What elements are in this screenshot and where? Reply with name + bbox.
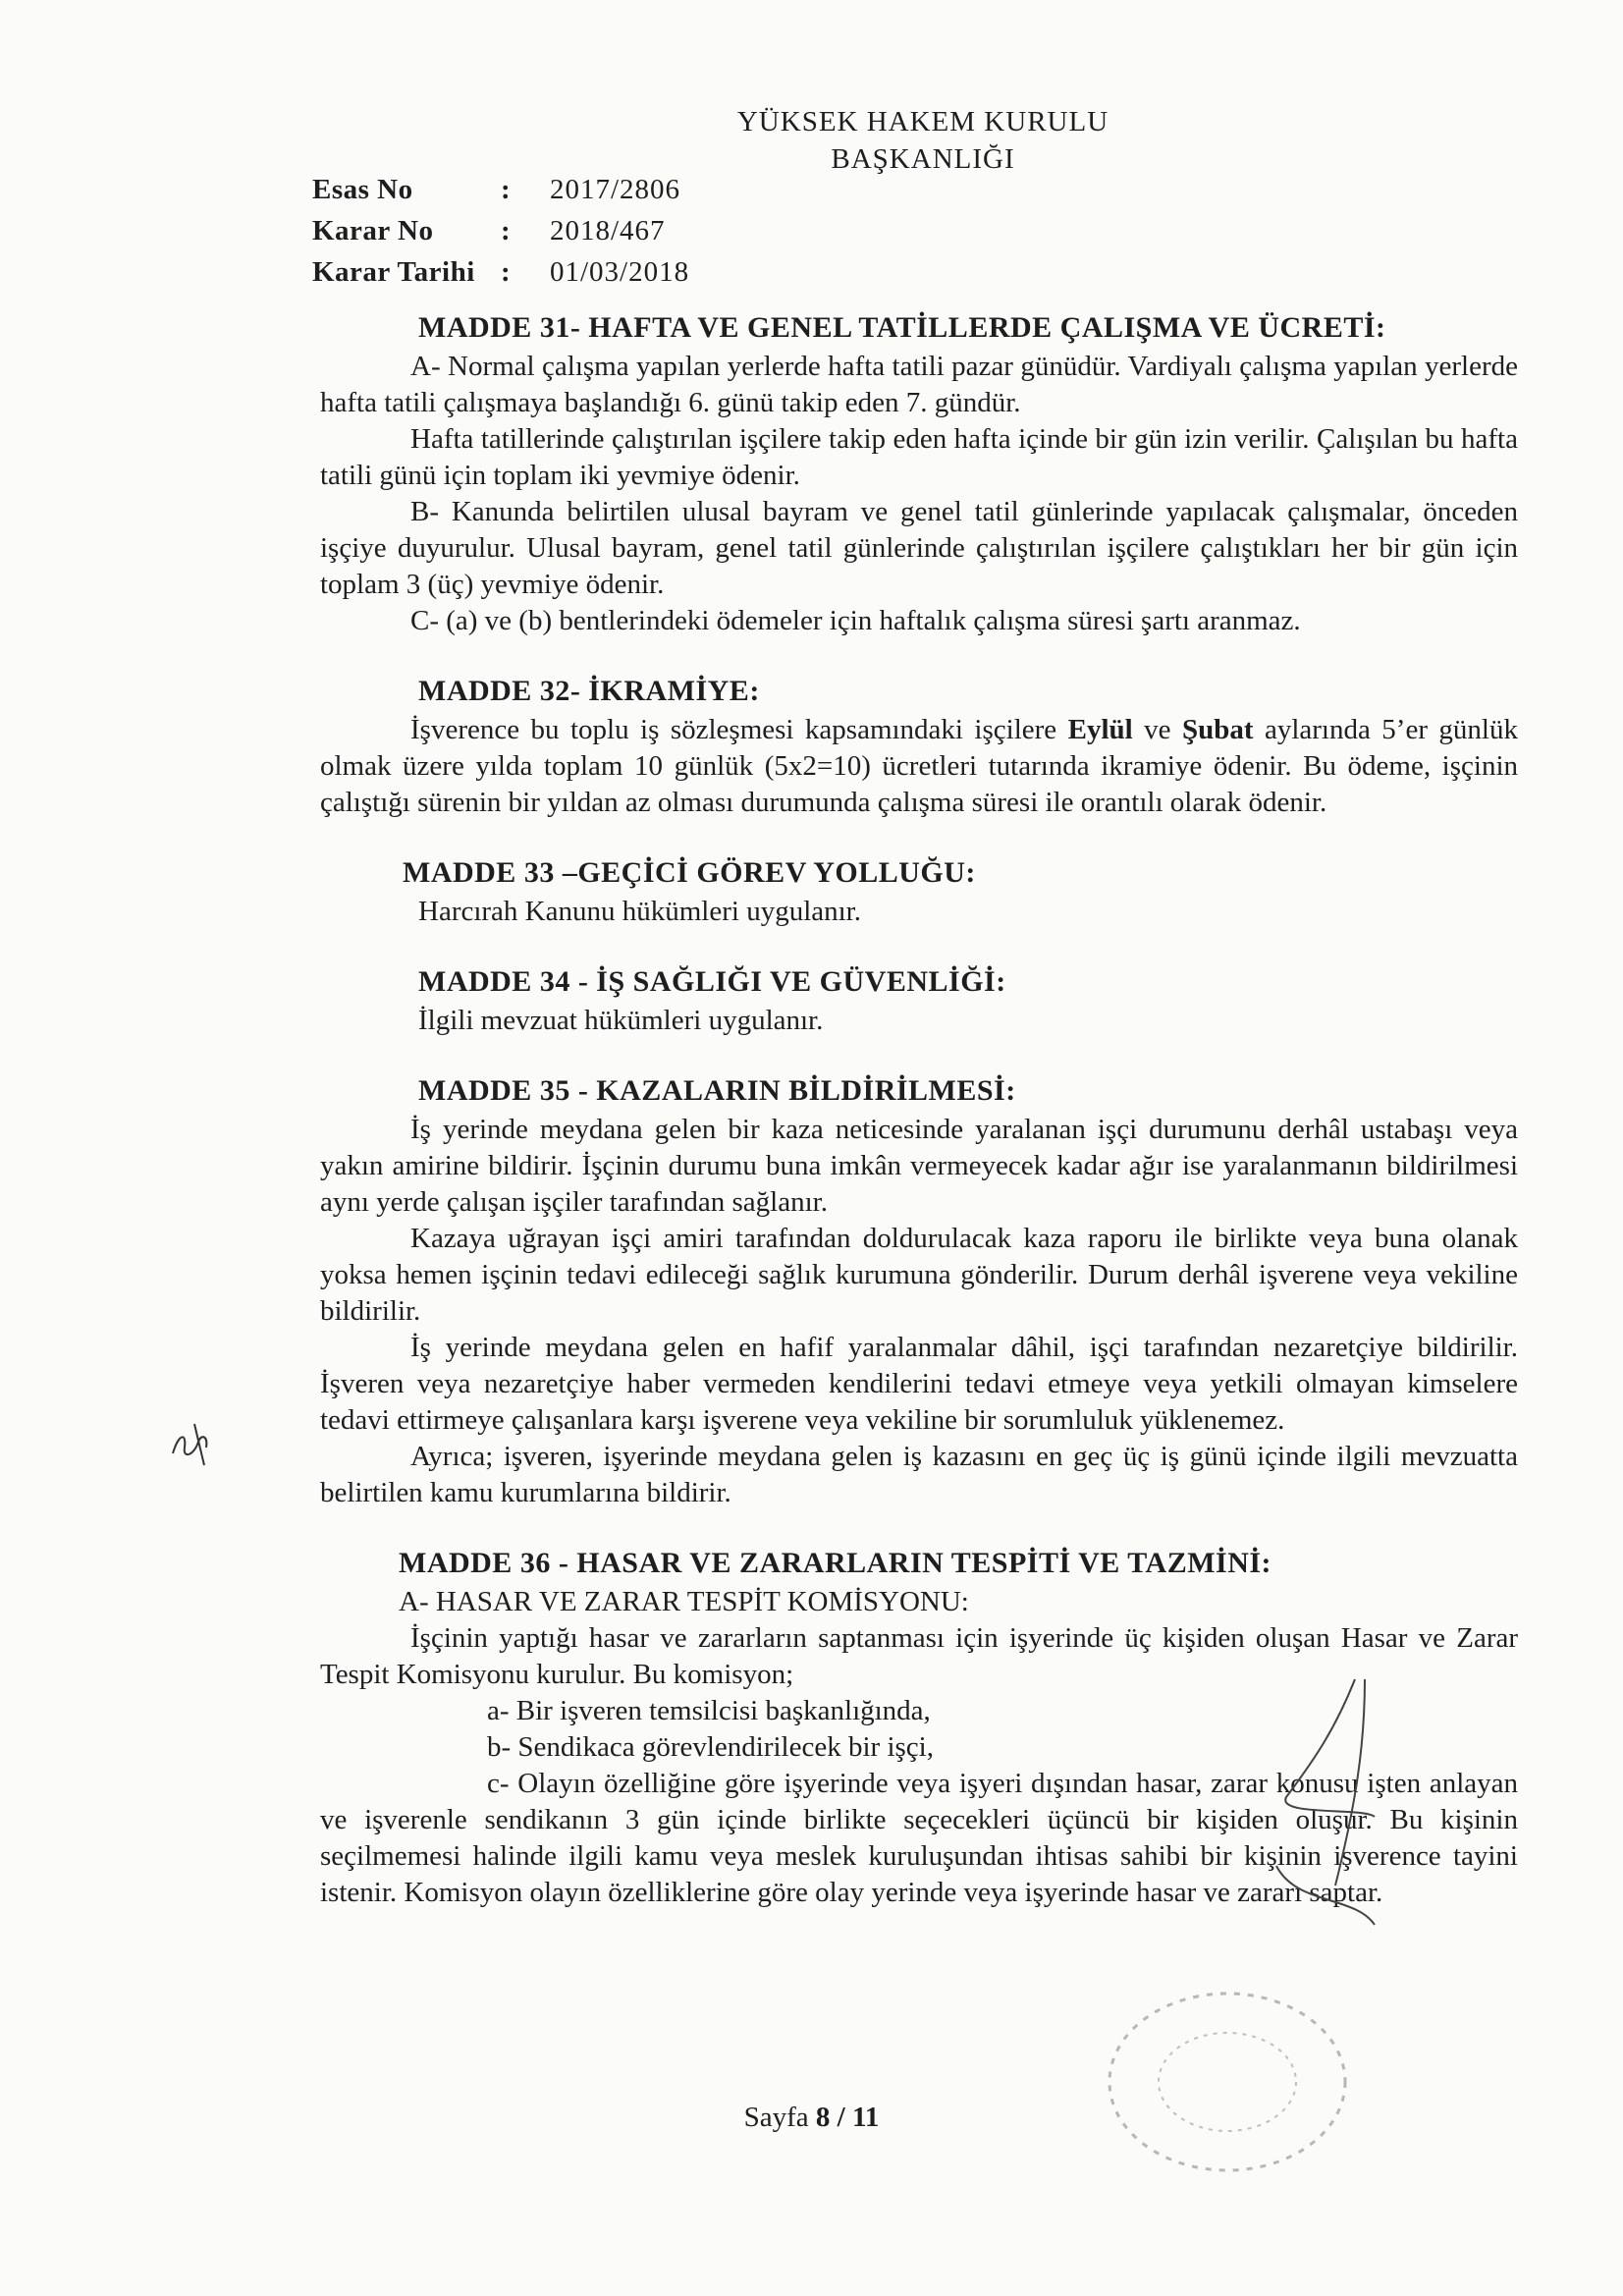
article-31 (320, 309, 1518, 639)
meta-value: 2018/467 (550, 215, 666, 246)
article-title: MADDE 34 - İŞ SAĞLIĞI VE GÜVENLİĞİ: (418, 965, 1006, 998)
paragraph: İşçinin yaptığı hasar ve zararların saptanması için işyerinde üç kişiden oluşan Hasar ve Zarar Tespit Komisyonu kurulur. Bu komisyon; (320, 1622, 1518, 1690)
meta-row-karar (312, 210, 689, 251)
article-title: MADDE 35 - KAZALARIN BİLDİRİLMESİ: (418, 1074, 1016, 1107)
meta-row-esas (312, 169, 689, 210)
meta-value: 2017/2806 (550, 174, 681, 205)
meta-colon: : (501, 174, 511, 205)
article-34 (320, 963, 1518, 1039)
issuing-authority (687, 103, 1159, 178)
month-subat: Şubat (1181, 714, 1254, 745)
meta-label: Esas No (312, 174, 413, 205)
authority-line-1: YÜKSEK HAKEM KURULU (736, 106, 1109, 137)
paragraph: C- (a) ve (b) bentlerindeki ödemeler için haftalık çalışma süresi şartı aranmaz. (410, 605, 1301, 636)
article-35 (320, 1072, 1518, 1511)
article-title: MADDE 36 - HASAR VE ZARARLARIN TESPİTİ VE TAZMİNİ: (399, 1547, 1272, 1579)
paragraph: Harcırah Kanunu hükümleri uygulanır. (418, 896, 861, 927)
margin-initial-signature (165, 1414, 224, 1473)
authority-line-2: BAŞKANLIĞI (831, 143, 1015, 175)
meta-label: Karar Tarihi (312, 256, 475, 288)
paragraph (320, 712, 1518, 821)
handwritten-signature (1217, 1669, 1414, 1964)
article-33 (320, 854, 1518, 930)
paragraph: Ayrıca; işveren, işyerinde meydana gelen iş kazasını en geç üç iş günü içinde ilgili mevzuatta belirtilen kamu kurumlarına bildirir. (320, 1441, 1518, 1508)
article-title: MADDE 33 –GEÇİCİ GÖREV YOLLUĞU: (403, 856, 976, 889)
case-metadata (312, 169, 689, 293)
page-count: 8 / 11 (815, 2102, 880, 2133)
text-run: ve (1132, 714, 1182, 745)
list-item-long: c- Olayın özelliğine göre işyerinde veya işyeri dışından hasar, zarar konusu işten anlayan ve işverenle sendikanın 3 gün içinde birlikte seçecekleri üçüncü bir kişiden oluşur. Bu kişinin seçilmemesi halinde ilgili kamu veya meslek kuruluşundan ihtisas sahibi bir kişinin işverence tayini istenir. Komisyon olayın özelliklerine göre olay yerinde veya işyerinde hasar ve zararı saptar. (320, 1768, 1518, 1908)
article-title: MADDE 31- HAFTA VE GENEL TATİLLERDE ÇALIŞMA VE ÜCRETİ: (418, 311, 1386, 344)
section-subtitle: A- HASAR VE ZARAR TESPİT KOMİSYONU: (399, 1586, 969, 1617)
month-eylul: Eylül (1067, 714, 1133, 745)
paragraph: Hafta tatillerinde çalıştırılan işçilere takip eden hafta içinde bir gün izin verilir. Çalışılan bu hafta tatili günü için toplam iki yevmiye ödenir. (320, 423, 1518, 491)
meta-row-tarih (312, 251, 689, 293)
article-32 (320, 673, 1518, 821)
page-label: Sayfa (743, 2102, 809, 2133)
meta-label: Karar No (312, 215, 434, 246)
paragraph: İş yerinde meydana gelen en hafif yaralanmalar dâhil, işçi tarafından nezaretçiye bildirilir. İşveren veya nezaretçiye haber vermeden kendilerini tedavi etmeye veya yetkili olmayan kimselere tedavi ettirmeye çalışanlara karşı işverene veya vekiline bir sorumluluk yüklenemez. (320, 1332, 1518, 1436)
article-title: MADDE 32- İKRAMİYE: (418, 675, 760, 707)
paragraph: A- Normal çalışma yapılan yerlerde hafta tatili pazar günüdür. Vardiyalı çalışma yapılan yerlerde hafta tatili çalışmaya başlandığı 6. günü takip eden 7. gündür. (320, 351, 1518, 418)
paragraph: B- Kanunda belirtilen ulusal bayram ve genel tatil günlerinde yapılacak çalışmalar, önceden işçiye duyurulur. Ulusal bayram, genel tatil günlerinde çalıştırılan işçilere çalıştıkları her bir gün için toplam 3 (üç) yevmiye ödenir. (320, 496, 1518, 600)
meta-value: 01/03/2018 (550, 256, 690, 288)
paragraph: İş yerinde meydana gelen bir kaza neticesinde yaralanan işçi durumunu derhâl ustabaşı veya yakın amirine bildirir. İşçinin durumu buna imkân vermeyecek kadar ağır ise yaralanmanın bildirilmesi aynı yerde çalışan işçiler tarafından sağlanır. (320, 1114, 1518, 1218)
meta-colon: : (501, 256, 511, 288)
page-number (0, 2102, 1623, 2134)
paragraph: Kazaya uğrayan işçi amiri tarafından doldurulacak kaza raporu ile birlikte veya buna olanak yoksa hemen işçinin tedavi edileceği sağlık kurumuna gönderilir. Durum derhâl işverene veya vekiline bildirilir. (320, 1223, 1518, 1327)
list-item: b- Sendikaca görevlendirilecek bir işçi, (487, 1731, 934, 1763)
list-item: a- Bir işveren temsilcisi başkanlığında, (487, 1695, 931, 1726)
paragraph: İlgili mevzuat hükümleri uygulanır. (418, 1005, 824, 1036)
text-run: İşverence bu toplu iş sözleşmesi kapsamındaki işçilere (410, 714, 1068, 745)
meta-colon: : (501, 215, 511, 246)
official-stamp (1080, 1974, 1375, 2190)
text-run: aylarında 5’er günlük olmak üzere yılda toplam 10 günlük (5x2=10) ücretleri tutarında ikramiye ödenir. Bu ödeme, işçinin çalıştığı sürenin bir yıldan az olması durumunda çalışma süresi ile orantılı olarak ödenir. (320, 714, 1518, 818)
